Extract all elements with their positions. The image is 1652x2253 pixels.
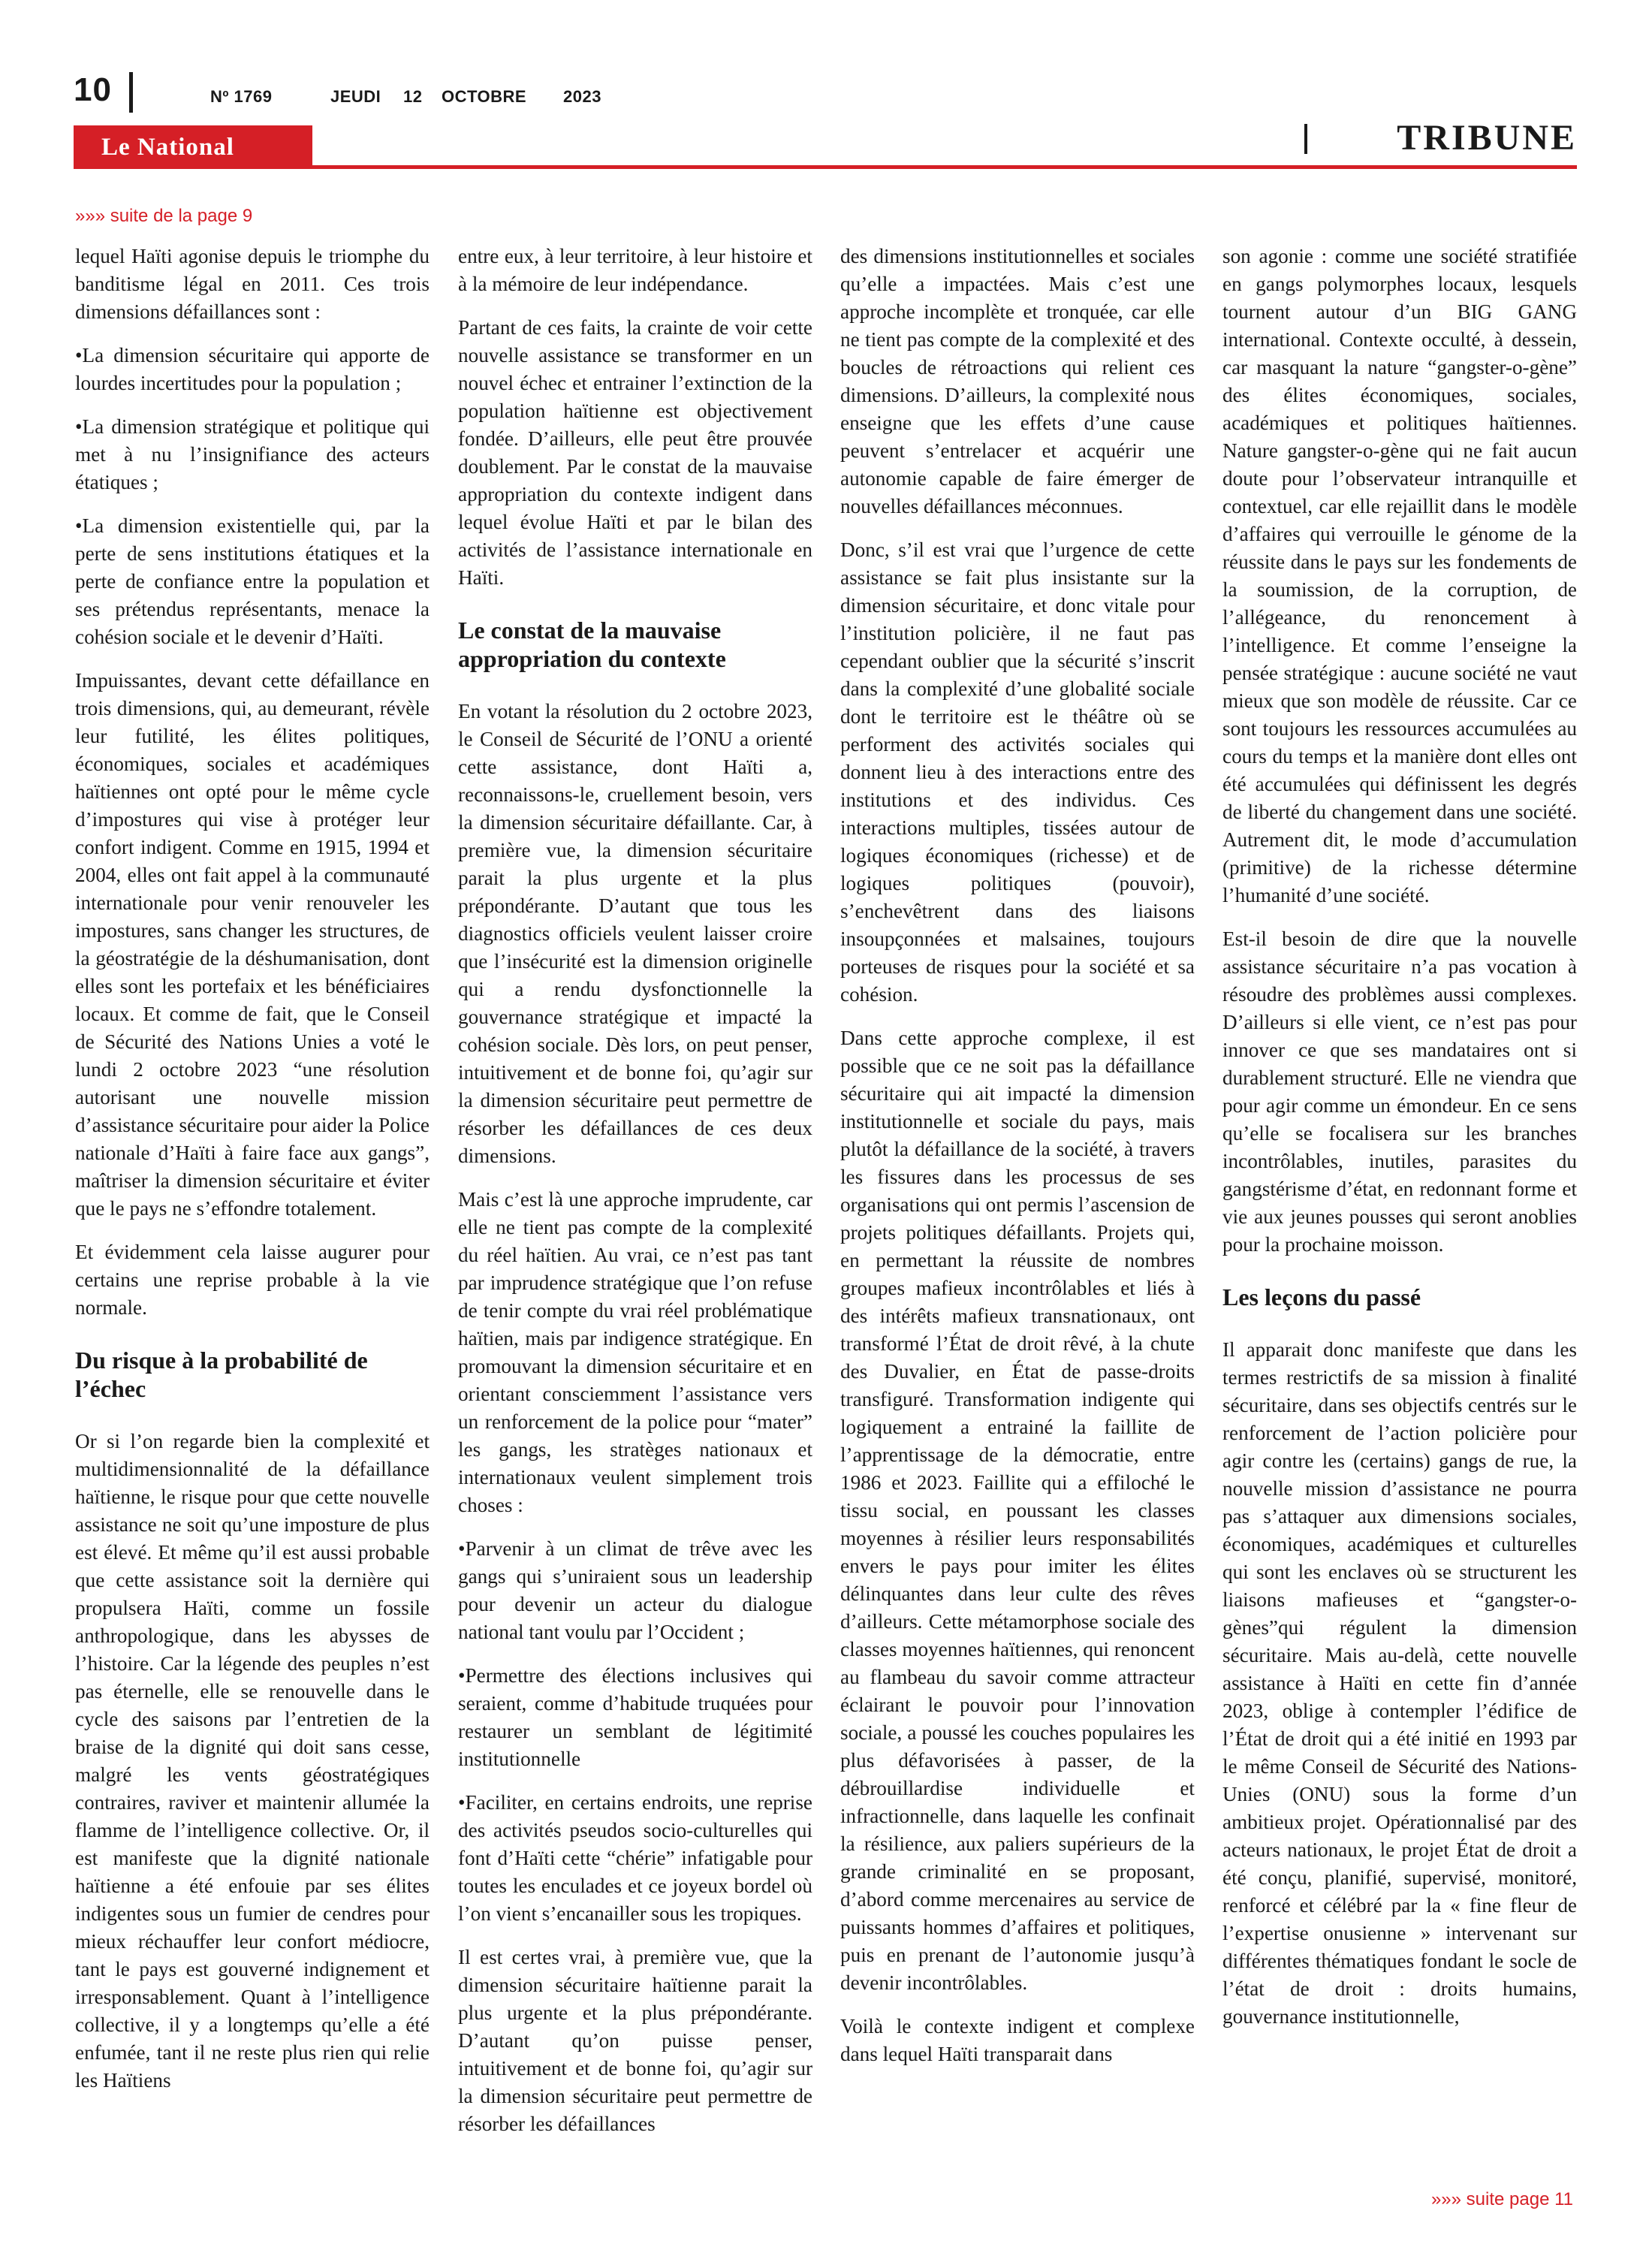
section-heading: Du risque à la probabilité de l’échec [75, 1347, 368, 1402]
article-paragraph: Partant de ces faits, la crainte de voir cette nouvelle assistance se transformer en un nouvel échec et entrainer l’extinction de la population haïtienne est objectivement fondée. D’ailleurs, elle peut être prouvée doublement. Par le constat de la mauvaise appropriation du contexte indigent dans lequel évolue Haïti et par le bilan des activités de l’assistance internationale en Haïti. [458, 316, 812, 589]
header-rule [74, 165, 1577, 169]
article-paragraph: Est-il besoin de dire que la nouvelle assistance sécuritaire n’a pas vocation à résoudre des problèmes aussi complexes. D’ailleurs si elle vient, ce n’est pas pour innover ce que ses mandataires ont si durablement structuré. Elle ne viendra que pour agir comme un émondeur. En ce sens qu’elle se focalisera sur les branches incontrôlables, inutiles, parasites du gangstérisme d’état, en redonnant forme et vie aux jeunes pousses qui seront anoblies pour la prochaine moisson. [1222, 927, 1577, 1256]
page-number: 10 [74, 71, 112, 108]
article-paragraph: •La dimension existentielle qui, par la perte de sens institutions étatiques et la perte de confiance entre la population et ses prétendus représentants, menace la cohésion sociale et le devenir d’Haïti. [75, 514, 430, 648]
article-paragraph: Il est certes vrai, à première vue, que la dimension sécuritaire haïtienne parait la plus urgente et la plus prépondérante. D’autant qu’on puisse penser, intuitivement et de bonne foi, qu’agir sur la dimension sécuritaire peut permettre de résorber les défaillances [458, 1946, 812, 2135]
section-heading: Les leçons du passé [1222, 1283, 1421, 1310]
article-paragraph: lequel Haïti agonise depuis le triomphe du banditisme légal en 2011. Ces trois dimensions défaillances sont : [75, 245, 430, 323]
article-paragraph: •Faciliter, en certains endroits, une reprise des activités pseudos socio-culturelles qui font d’Haïti cette “chérie” infatigable pour toutes les enculades et ce joyeux bordel où l’on vient s’encanailler sous les tropiques. [458, 1791, 812, 1925]
article-paragraph: des dimensions institutionnelles et sociales qu’elle a impactées. Mais c’est une approche incomplète et tronquée, car elle ne tient pas compte de la complexité et des boucles de rétroactions qui relient ces dimensions. D’ailleurs, la complexité nous enseigne que les effets d’une cause peuvent s’entrelacer et acquérir une autonomie capable de faire émerger de nouvelles défaillances méconnues. [840, 245, 1195, 517]
continued-from-link[interactable]: »»» suite de la page 9 [75, 206, 253, 226]
issue-number: Nº 1769 [210, 87, 273, 106]
issue-month: OCTOBRE [442, 87, 527, 106]
issue-day: JEUDI [330, 87, 381, 106]
article-column-2 [458, 243, 812, 2154]
article-paragraph: •La dimension stratégique et politique qui met à nu l’insignifiance des acteurs étatiques ; [75, 415, 430, 493]
article-paragraph: Dans cette approche complexe, il est possible que ce ne soit pas la défaillance sécuritaire qui ait impacté la dimension institutionnelle et sociale du pays, mais plutôt la défaillance de la société, à travers les fissures dans les processus de ses organisations qui ont permis l’ascension de projets politiques défaillants. Projets qui, en permettant la réussite de nombres groupes mafieux incontrôlables et liés à des intérêts mafieux transnationaux, ont transformé l’État de droit rêvé, à la chute des Duvalier, en État de passe-droits transfiguré. Transformation indigente qui logiquement a entrainé la faillite de l’apprentissage de la démocratie, entre 1986 et 2023. Faillite qui a effiloché le tissu social, en poussant les classes moyennes à résilier leurs responsabilités envers le pays pour imiter les élites délinquantes dans leur culte des rêves d’ailleurs. Cette métamorphose sociale des classes moyennes haïtiennes, qui renoncent au flambeau du savoir comme attracteur éclairant le pouvoir pour l’innovation sociale, a poussé les couches populaires les plus défavorisées à passer, de la débrouillardise individuelle et infractionnelle, dans laquelle les confinait la résilience, aux paliers supérieurs de la grande criminalité en se proposant, d’abord comme mercenaires au service de puissants hommes d’affaires et politiques, puis en prenant de l’autonomie jusqu’à devenir incontrôlables. [840, 1027, 1195, 1994]
article-paragraph: Et évidemment cela laisse augurer pour certains une reprise probable à la vie normale. [75, 1241, 430, 1319]
publication-name: Le National [101, 134, 234, 161]
article-paragraph: Il apparait donc manifeste que dans les termes restrictifs de sa mission à finalité sécuritaire, dans ses objectifs centrés sur le renforcement de l’action policière pour agir contre les (certains) gangs de rue, la nouvelle mission d’assistance ne pourra pas s’attaquer aux dimensions sociales, économiques, académiques et culturelles qui sont les enclaves où se structurent les liaisons mafieuses et “gangster-o-gènes”qui régulent la dimension sécuritaire. Mais au-delà, cette nouvelle assistance à Haïti en cette fin d’année 2023, oblige à contempler l’édifice de l’État de droit qui a été initié en 1993 par le même Conseil de Sécurité des Nations-Unies (ONU) sous la forme d’un ambitieux projet. Opérationnalisé par des acteurs nationaux, le projet État de droit a été conçu, planifié, supervisé, monitoré, renforcé et célébré par la « fine fleur de l’expertise onusienne » intervenant sur différentes thématiques fondant le socle de l’état de droit : droits humains, gouvernance institutionnelle, [1222, 1338, 1577, 2028]
article-paragraph: •Parvenir à un climat de trêve avec les gangs qui s’uniraient sous un leadership pour devenir un acteur du dialogue national tant voulu par l’Occident ; [458, 1537, 812, 1643]
article-paragraph: Donc, s’il est vrai que l’urgence de cette assistance se fait plus insistante sur la dimension sécuritaire, et donc vitale pour l’institution policière, il ne faut pas cependant oublier que la sécurité s’inscrit dans la complexité d’une globalité sociale dont le territoire est le théâtre où se performent des activités sociales qui donnent lieu à des interactions entre des institutions et des individus. Ces interactions multiples, tissées autour de logiques économiques (richesse) et de logiques politiques (pouvoir), s’enchevêtrent dans des liaisons insoupçonnées et malsaines, toujours porteuses de risques pour la société et sa cohésion. [840, 538, 1195, 1006]
article-paragraph: Mais c’est là une approche imprudente, car elle ne tient pas compte de la complexité du réel haïtien. Au vrai, ce n’est pas tant par imprudence stratégique que l’on refuse de tenir compte du vrai réel problématique haïtien, mais par indigence stratégique. En promouvant la dimension sécuritaire et en orientant consciemment l’assistance vers un renforcement de la police pour “mater” les gangs, les stratèges nationaux et internationaux veulent simplement trois choses : [458, 1188, 812, 1516]
article-paragraph: entre eux, à leur territoire, à leur histoire et à la mémoire de leur indépendance. [458, 245, 812, 295]
article-paragraph: son agonie : comme une société stratifiée en gangs polymorphes locaux, lesquels tournent autour d’un BIG GANG international. Contexte occulté, à dessein, car masquant la nature “gangster-o-gène” des élites économiques, sociales, académiques et politiques haïtiennes. Nature gangster-o-gène qui ne fait aucun doute pour l’observateur intranquille et contextuel, car elle rejaillit dans le modèle d’affaires qui verrouille le génome de la réussite dans le pays sur les fondements de la soumission, de la corruption, de l’allégeance, du renoncement à l’intelligence. Et comme l’enseigne la pensée stratégique : aucune société ne vaut mieux que son modèle de réussite. Car ce sont toujours les ressources accumulées au cours du temps et la manière dont elles ont été accumulées qui définissent les degrés de liberté du changement dans une société. Autrement dit, le mode d’accumulation (primitive) de la richesse détermine l’humanité d’une société. [1222, 245, 1577, 906]
section-divider [1304, 124, 1307, 154]
article-column-3 [840, 243, 1195, 2084]
article-paragraph: Impuissantes, devant cette défaillance en trois dimensions, qui, au demeurant, révèle leur futilité, les élites politiques, économiques, sociales et académiques haïtiennes ont opté pour le même cycle d’impostures qui vise à protéger leur confort indigent. Comme en 1915, 1994 et 2004, elles ont fait appel à la communauté internationale pour venir renouveler les impostures, sans changer les structures, de la géostratégie de la déshumanisation, dont elles sont les portefaix et les bénéficiaires locaux. Et comme de fait, que le Conseil de Sécurité des Nations Unies a voté le lundi 2 octobre 2023 “une résolution autorisant une nouvelle mission d’assistance sécuritaire pour aider la Police nationale d’Haïti à faire face aux gangs”, maîtriser la dimension sécuritaire et éviter que le pays ne s’effondre totalement. [75, 669, 430, 1220]
section-name: TRIBUNE [1397, 118, 1577, 158]
continued-to-link[interactable]: »»» suite page 11 [1430, 2189, 1573, 2209]
issue-date-day: 12 [403, 87, 423, 106]
article-paragraph: Or si l’on regarde bien la complexité et multidimensionnalité de la défaillance haïtienne, le risque pour que cette nouvelle assistance ne soit qu’une imposture de plus est élevé. Et même qu’il est aussi probable que cette assistance soit la dernière qui propulsera Haïti, comme un fossile anthropologique, dans les abysses de l’histoire. Car la légende des peuples n’est pas éternelle, elle se renouvelle dans le cycle des saisons par l’entretien de la braise de la dignité qui doit sans cesse, malgré les vents géostratégiques contraires, raviver et maintenir allumée la flamme de l’intelligence collective. Or, il est manifeste que la dignité nationale haïtienne a été enfouie par ses élites indigentes sous un fumier de cendres pour mieux réchauffer leur confort médiocre, tant le pays est gouverné indignement et irresponsablement. Quant à l’intelligence collective, il y a longtemps qu’elle a été enfumée, tant il ne reste plus rien qui relie les Haïtiens [75, 1430, 430, 2092]
article-paragraph: •La dimension sécuritaire qui apporte de lourdes incertitudes pour la population ; [75, 344, 430, 394]
article-paragraph: En votant la résolution du 2 octobre 2023, le Conseil de Sécurité de l’ONU a orienté cette assistance, dont Haïti a, reconnaissons-le, cruellement besoin, vers la dimension sécuritaire défaillante. Car, à première vue, la dimension sécuritaire parait la plus urgente et la plus prépondérante. D’autant que tous les diagnostics officiels veulent laisser croire que l’insécurité est la dimension originelle qui a rendu dysfonctionnelle la gouvernance stratégique et impacté la cohésion sociale. Dès lors, on peut penser, intuitivement et de bonne foi, qu’agir sur la dimension sécuritaire peut permettre de résorber les défaillances de ces deux dimensions. [458, 700, 812, 1167]
article-paragraph: •Permettre des élections inclusives qui seraient, comme d’habitude truquées pour restaurer un semblant de légitimité institutionnelle [458, 1664, 812, 1770]
article-column-1 [75, 243, 430, 2110]
section-heading: Le constat de la mauvaise appropriation du contexte [458, 617, 726, 672]
issue-year: 2023 [563, 87, 601, 106]
page-number-divider [129, 72, 133, 113]
article-column-4 [1222, 243, 1577, 2046]
article-paragraph: Voilà le contexte indigent et complexe dans lequel Haïti transparait dans [840, 2015, 1195, 2065]
